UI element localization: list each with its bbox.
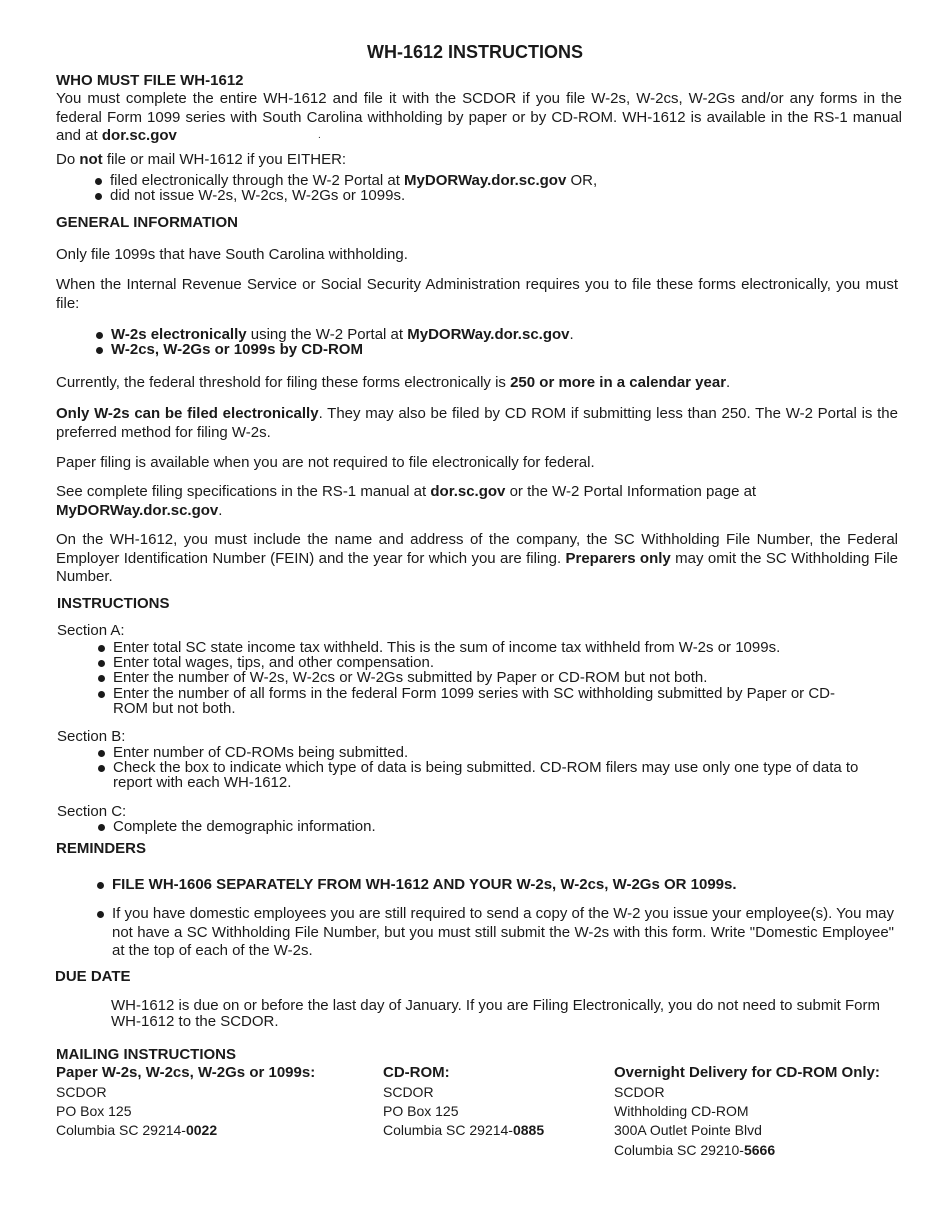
mailing-heading: MAILING INSTRUCTIONS [56, 1046, 236, 1063]
dor-link[interactable]: dor.sc.gov [101, 127, 177, 145]
list-item: Enter the number of all forms in the federal Form 1099 series with SC withholding submitted by Paper or CD-ROM but not both. [113, 686, 853, 716]
mailing-overnight-address: Overnight Delivery for CD-ROM Only: SCDOR Withholding CD-ROM 300A Outlet Pointe Blvd Columbia SC 29210-5666 [614, 1064, 880, 1158]
electronic-filing-list [111, 327, 891, 357]
list-item: Check the box to indicate which type of data is being submitted. CD-ROM filers may use only one type of data to report with each WH-1612. [113, 760, 893, 790]
due-date-heading: DUE DATE [55, 968, 131, 985]
list-item: Enter number of CD-ROMs being submitted. [113, 745, 893, 760]
dor-link[interactable]: dor.sc.gov [430, 483, 506, 500]
page-title: WH-1612 INSTRUCTIONS [366, 42, 584, 62]
section-b-list [113, 745, 893, 791]
do-not-file-paragraph: Do not file or mail WH-1612 if you EITHER: [56, 151, 347, 168]
list-item: Enter total SC state income tax withheld. This is the sum of income tax withheld from W-2s or 1099s. [113, 640, 853, 655]
do-not-file-list [110, 173, 890, 203]
section-c-list [113, 819, 893, 834]
only-w2s-paragraph: Only W-2s can be filed electronically. They may also be filed by CD ROM if submitting less than 250. The W-2 Portal is the preferred method for filing W-2s. [56, 405, 898, 441]
general-paragraph-1099s: Only file 1099s that have South Carolina withholding. [56, 246, 408, 263]
wh1612-contents-paragraph: On the WH-1612, you must include the name and address of the company, the SC Withholding File Number, the Federal Employer Identification Number (FEIN) and the year for which you are filing. Preparers only may omit the SC Withholding File Number. [56, 531, 898, 586]
mydorway-link[interactable]: MyDORWay.dor.sc.gov [407, 326, 570, 343]
mailing-paper-heading: Paper W-2s, W-2cs, W-2Gs or 1099s: [56, 1064, 316, 1081]
mydorway-link[interactable]: MyDORWay.dor.sc.gov [56, 501, 219, 519]
mailing-paper-address: Paper W-2s, W-2cs, W-2Gs or 1099s: SCDOR PO Box 125 Columbia SC 29214-0022 [56, 1064, 316, 1139]
reminders-heading: REMINDERS [56, 840, 147, 857]
list-item: If you have domestic employees you are still required to send a copy of the W-2 you issue your employee(s). You may not have a SC Withholding File Number, but you must still submit the W-2s with this form. Write "Domestic Employee" at the top of each of the W-2s. [112, 905, 894, 961]
reminders-list-2 [112, 905, 894, 961]
who-must-file-heading: WHO MUST FILE WH-1612 [56, 72, 244, 89]
list-item: did not issue W-2s, W-2cs, W-2Gs or 1099s. [110, 188, 890, 203]
reminders-list [112, 876, 894, 895]
list-item: Enter total wages, tips, and other compensation. [113, 655, 853, 670]
list-item: W-2s electronically using the W-2 Portal at MyDORWay.dor.sc.gov. [111, 327, 891, 342]
specifications-paragraph: See complete filing specifications in the RS-1 manual at dor.sc.gov or the W-2 Portal Information page at MyDORWay.dor.sc.gov. [56, 483, 757, 519]
due-date-text: WH-1612 is due on or before the last day of January. If you are Filing Electronically, you do not need to submit Form WH-1612 to the SCDOR. [111, 997, 880, 1030]
paper-filing-paragraph: Paper filing is available when you are not required to file electronically for federal. [56, 454, 595, 471]
who-must-file-section [56, 72, 902, 146]
mailing-overnight-heading: Overnight Delivery for CD-ROM Only: [614, 1064, 880, 1081]
list-item: FILE WH-1606 SEPARATELY FROM WH-1612 AND YOUR W-2s, W-2cs, W-2Gs OR 1099s. [112, 876, 894, 895]
mailing-cdrom-address: CD-ROM: SCDOR PO Box 125 Columbia SC 29214-0885 [383, 1064, 545, 1139]
mydorway-link[interactable]: MyDORWay.dor.sc.gov [404, 172, 567, 189]
section-c-label: Section C: [57, 803, 127, 820]
mailing-cdrom-heading: CD-ROM: [383, 1064, 450, 1081]
section-a-list [113, 640, 853, 716]
who-must-file-paragraph: You must complete the entire WH-1612 and file it with the SCDOR if you file W-2s, W-2cs, W-2Gs and/or any forms in the federal Form 1099 series with South Carolina withholding by paper or by CD-ROM. WH-1612 is available in the RS-1 manual and at dor.sc.gov . [56, 90, 902, 145]
list-item: W-2cs, W-2Gs or 1099s by CD-ROM [111, 342, 891, 357]
instructions-heading: INSTRUCTIONS [57, 595, 170, 612]
threshold-paragraph: Currently, the federal threshold for filing these forms electronically is 250 or more in a calendar year. [56, 374, 731, 391]
list-item: Complete the demographic information. [113, 819, 893, 834]
section-a-label: Section A: [57, 622, 125, 639]
general-information-heading: GENERAL INFORMATION [56, 214, 238, 231]
section-b-label: Section B: [57, 728, 126, 745]
list-item: Enter the number of W-2s, W-2cs or W-2Gs submitted by Paper or CD-ROM but not both. [113, 670, 853, 685]
list-item: filed electronically through the W-2 Portal at MyDORWay.dor.sc.gov OR, [110, 173, 890, 188]
general-paragraph-irs: When the Internal Revenue Service or Social Security Administration requires you to file these forms electronically, you must file: [56, 276, 898, 312]
